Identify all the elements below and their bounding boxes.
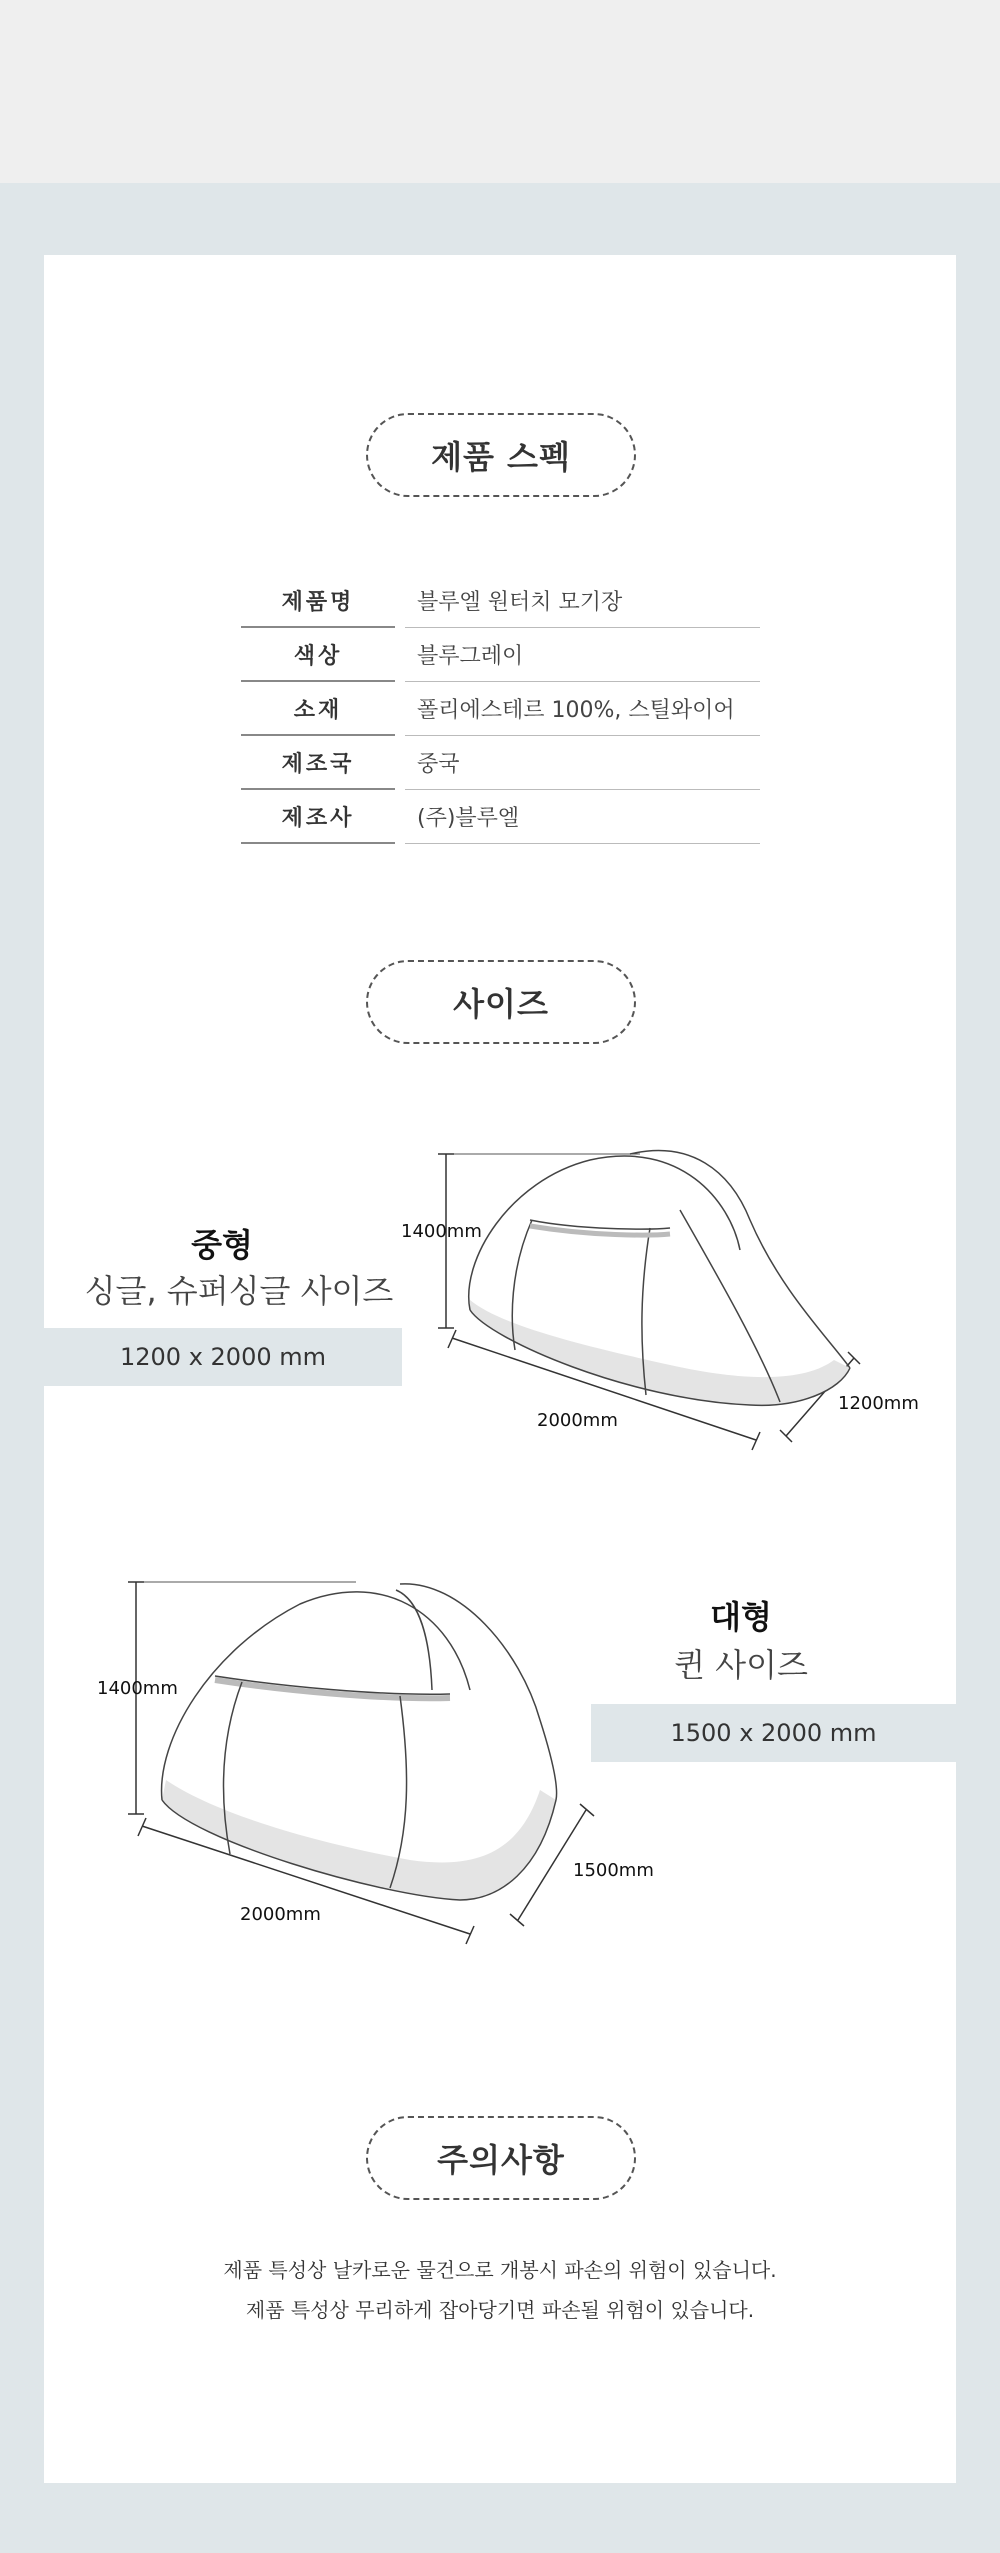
size-section-title: 사이즈 — [366, 960, 636, 1044]
large-size-desc: 퀸 사이즈 — [674, 1646, 808, 1684]
top-band — [0, 0, 1000, 183]
spec-value: 블루엘 원터치 모기장 — [405, 574, 760, 628]
spec-value: (주)블루엘 — [405, 790, 760, 844]
spec-label: 제조사 — [241, 790, 395, 844]
medium-size-dims: 1200 x 2000 mm — [44, 1328, 402, 1386]
caution-line: 제품 특성상 날카로운 물건으로 개봉시 파손의 위험이 있습니다. — [223, 2258, 777, 2282]
spec-value: 블루그레이 — [405, 628, 760, 682]
large-size-dims: 1500 x 2000 mm — [591, 1704, 956, 1762]
large-height-label: 1400mm — [97, 1678, 178, 1699]
table-row — [241, 574, 760, 628]
medium-size-name: 중형 — [191, 1226, 253, 1264]
large-tent-illustration — [120, 1570, 640, 1950]
table-row — [241, 790, 760, 844]
large-size-name: 대형 — [710, 1598, 772, 1636]
spec-table — [241, 574, 760, 844]
spec-label: 제조국 — [241, 736, 395, 790]
large-width-label: 1500mm — [573, 1860, 654, 1881]
spec-value: 폴리에스테르 100%, 스틸와이어 — [405, 682, 760, 736]
table-row — [241, 736, 760, 790]
spec-section-title: 제품 스펙 — [366, 413, 636, 497]
medium-height-label: 1400mm — [401, 1221, 482, 1242]
large-length-label: 2000mm — [240, 1904, 321, 1925]
medium-size-desc: 싱글, 슈퍼싱글 사이즈 — [84, 1272, 394, 1310]
spec-label: 제품명 — [241, 574, 395, 628]
medium-width-label: 1200mm — [838, 1393, 919, 1414]
spec-value: 중국 — [405, 736, 760, 790]
table-row — [241, 628, 760, 682]
spec-label: 소재 — [241, 682, 395, 736]
caution-section-title: 주의사항 — [366, 2116, 636, 2200]
table-row — [241, 682, 760, 736]
medium-length-label: 2000mm — [537, 1410, 618, 1431]
caution-line: 제품 특성상 무리하게 잡아당기면 파손될 위험이 있습니다. — [245, 2298, 755, 2322]
spec-label: 색상 — [241, 628, 395, 682]
